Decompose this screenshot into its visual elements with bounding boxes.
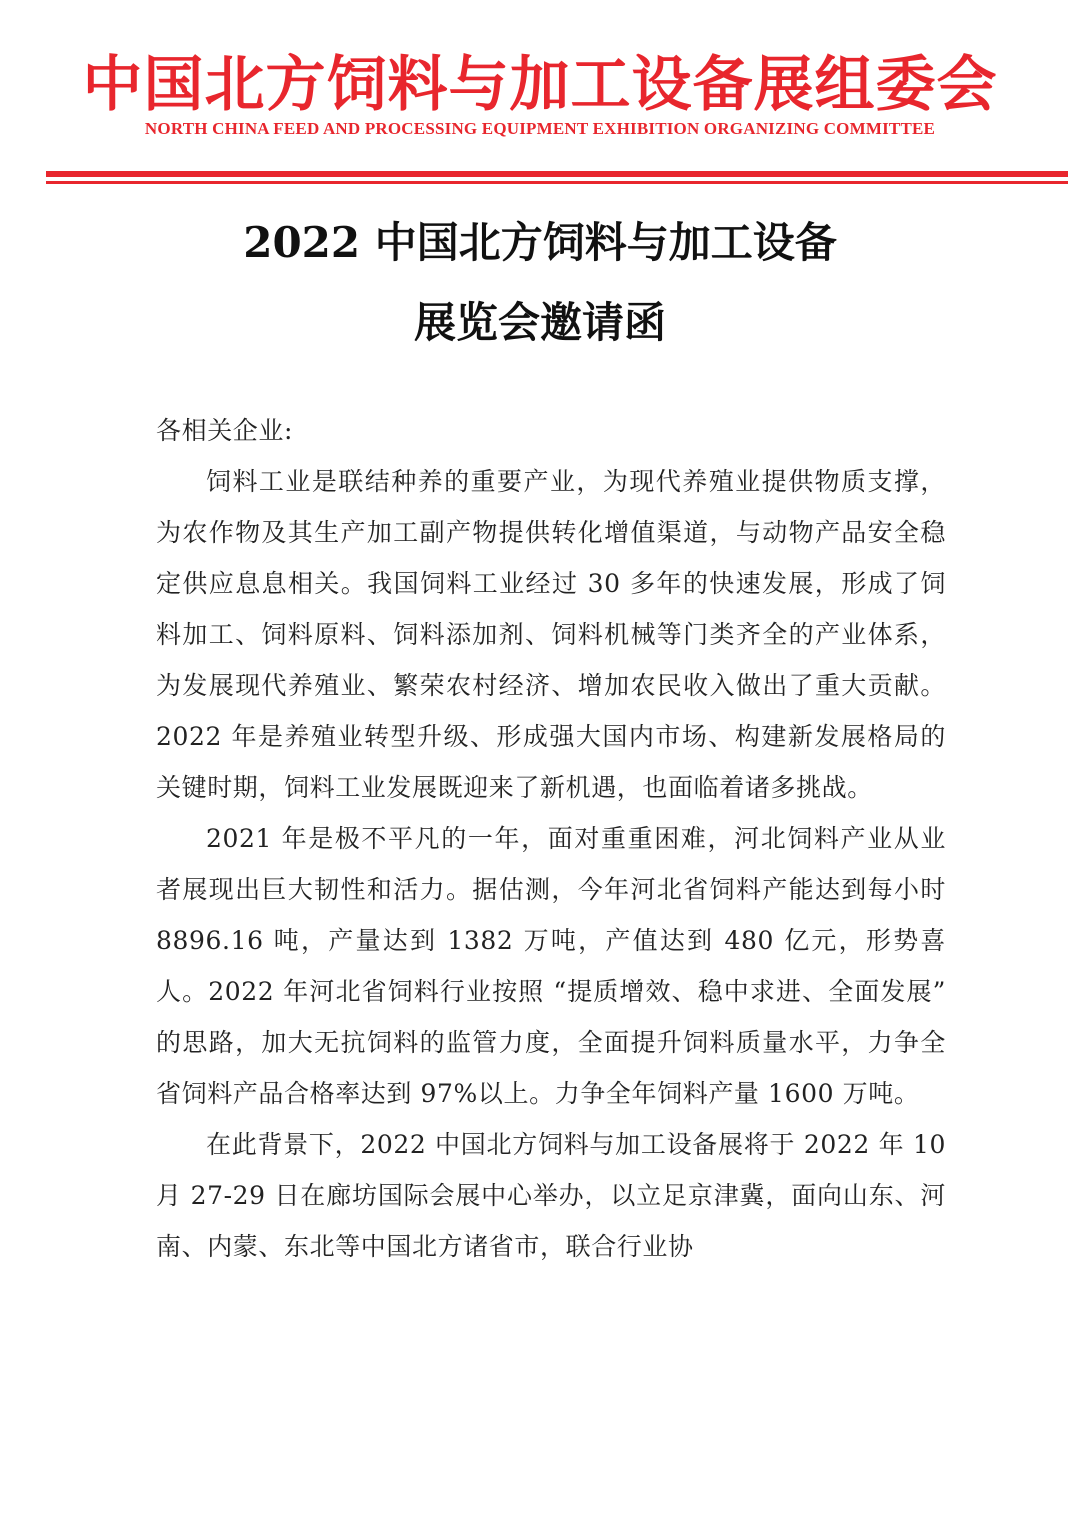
org-name-english: NORTH CHINA FEED AND PROCESSING EQUIPMENT EXHIBITION ORGANIZING COMMITTEE bbox=[144, 119, 936, 138]
paragraph-exhibition-announcement: 在此背景下，2022 中国北方饲料与加工设备展将于 2022 年 10 月 27-29 日在廊坊国际会展中心举办，以立足京津冀，面向山东、河南、内蒙、东北等中国北方诸省市，联合行业协 bbox=[156, 1130, 946, 1261]
salutation: 各相关企业: bbox=[156, 416, 294, 445]
letter-body bbox=[156, 405, 946, 1272]
org-name-chinese: 中国北方饲料与加工设备展组委会 bbox=[82, 50, 998, 120]
document-title-line-1: 2022 中国北方饲料与加工设备 bbox=[243, 218, 837, 267]
letterhead-divider-thin bbox=[46, 181, 1068, 184]
paragraph-hebei-2021: 2021 年是极不平凡的一年，面对重重困难，河北饲料产业从业者展现出巨大韧性和活力。据估测，今年河北省饲料产能达到每小时 8896.16 吨，产量达到 1382 万吨，产值达到 480 亿元，形势喜人。2022 年河北省饲料行业按照 “提质增效、稳中求进、全面发展” 的思路，加大无抗饲料的监管力度，全面提升饲料质量水平，力争全省饲料产品合格率达到 97%以上。力争全年饲料产量 1600 万吨。 bbox=[156, 824, 946, 1108]
document-title-line-2: 展览会邀请函 bbox=[413, 298, 666, 347]
letterhead-divider-thick bbox=[46, 171, 1068, 177]
paragraph-feed-industry: 饲料工业是联结种养的重要产业，为现代养殖业提供物质支撑，为农作物及其生产加工副产物提供转化增值渠道，与动物产品安全稳定供应息息相关。我国饲料工业经过 30 多年的快速发展，形成了饲料加工、饲料原料、饲料添加剂、饲料机械等门类齐全的产业体系，为发展现代养殖业、繁荣农村经济、增加农民收入做出了重大贡献。2022 年是养殖业转型升级、形成强大国内市场、构建新发展格局的关键时期，饲料工业发展既迎来了新机遇，也面临着诸多挑战。 bbox=[156, 467, 946, 802]
